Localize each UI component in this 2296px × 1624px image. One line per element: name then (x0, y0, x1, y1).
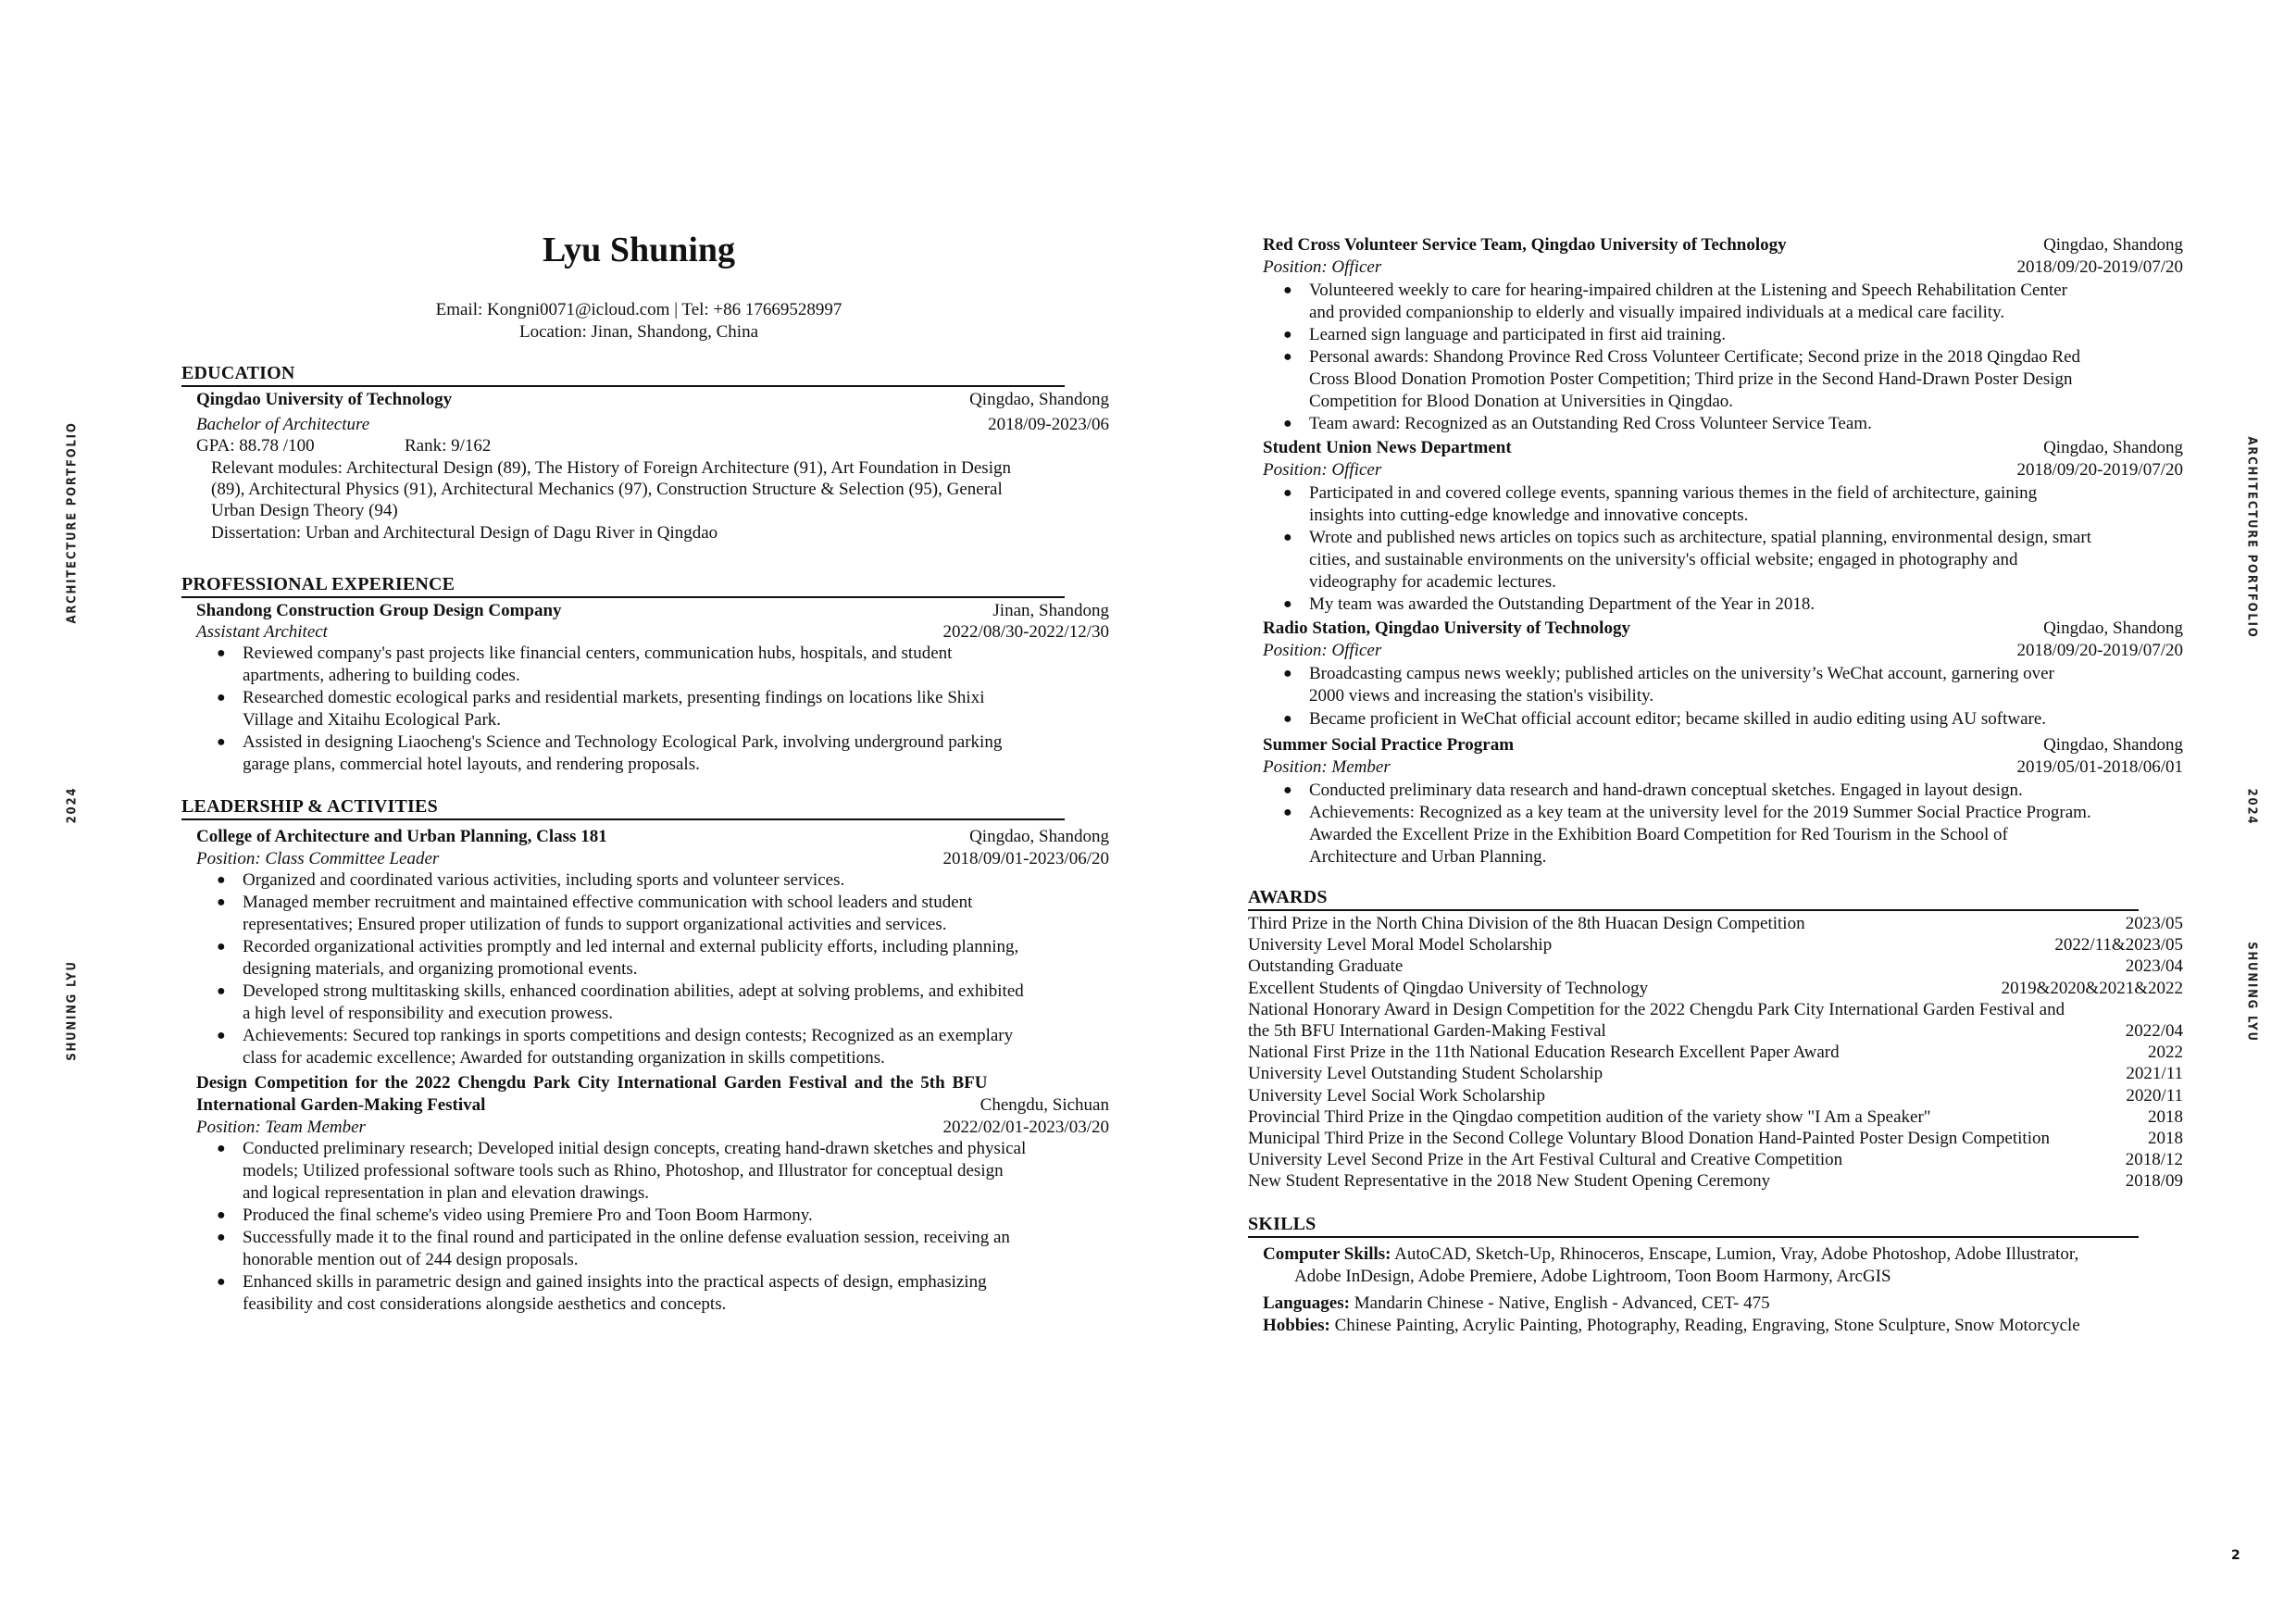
bullet-line: Village and Xitaihu Ecological Park. (243, 710, 502, 730)
activity-org: Student Union News Department (1263, 438, 1512, 457)
awards-title: AWARDS (1248, 887, 1328, 907)
bullet-line: representatives; Ensured proper utilization of funds to support organizational activities and services. (243, 915, 947, 934)
contact-line: Email: Kongni0071@icloud.com | Tel: +86 17669528997 (435, 300, 842, 319)
awards-rule (1248, 909, 2139, 911)
leadership-org1-role: Position: Class Committee Leader (196, 849, 440, 868)
activity-dates: 2018/09/20-2019/07/20 (2016, 641, 2183, 660)
activity-role: Position: Officer (1263, 641, 1382, 660)
activity-role: Position: Member (1263, 757, 1391, 777)
bullet-line: Organized and coordinated various activities, including sports and volunteer services. (243, 870, 845, 890)
award-date: 2021/11 (2126, 1064, 2183, 1083)
award-text: New Student Representative in the 2018 New Student Opening Ceremony (1248, 1171, 1771, 1191)
bullet-line: Broadcasting campus news weekly; published articles on the university’s WeChat account, garnering over (1309, 664, 2054, 683)
skills-hobbies-value: Chinese Painting, Acrylic Painting, Photography, Reading, Engraving, Stone Sculpture, Snow Motorcycle (1329, 1316, 2080, 1335)
award-text: National Honorary Award in Design Competition for the 2022 Chengdu Park City International Garden Festival and (1248, 1000, 2065, 1019)
award-date: 2018/09 (2125, 1171, 2183, 1191)
bullet-line: Became proficient in WeChat official account editor; became skilled in audio editing using AU software. (1309, 709, 2047, 729)
award-date: 2022/04 (2125, 1021, 2183, 1041)
activity-location: Qingdao, Shandong (2043, 618, 2183, 638)
bullet-line: designing materials, and organizing promotional events. (243, 959, 638, 979)
activity-org: Summer Social Practice Program (1263, 735, 1515, 755)
award-date: 2018 (2148, 1129, 2183, 1148)
award-date: 2019&2020&2021&2022 (2001, 979, 2183, 998)
professional-location: Jinan, Shandong (992, 601, 1109, 620)
skills-hobbies (1263, 1315, 2080, 1337)
side-label-author-right: SHUNING LYU (2244, 942, 2259, 1043)
location-line: Location: Jinan, Shandong, China (518, 322, 759, 342)
bullet-line: Team award: Recognized as an Outstanding Red Cross Volunteer Service Team. (1309, 414, 1872, 433)
activity-location: Qingdao, Shandong (2043, 735, 2183, 755)
skills-languages (1263, 1293, 1770, 1315)
award-text: National First Prize in the 11th National Education Research Excellent Paper Award (1248, 1043, 1840, 1062)
leadership-title: LEADERSHIP & ACTIVITIES (181, 796, 438, 817)
bullet-line: insights into cutting-edge knowledge and innovative concepts. (1309, 506, 1749, 525)
skills-hobbies-label: Hobbies: (1263, 1316, 1330, 1335)
activity-location: Qingdao, Shandong (2043, 235, 2183, 255)
activity-location: Qingdao, Shandong (2043, 438, 2183, 457)
bullet-line: Developed strong multitasking skills, enhanced coordination abilities, adept at solving problems, and exhibited (243, 981, 1024, 1001)
award-date: 2023/04 (2125, 956, 2183, 976)
bullet-line: models; Utilized professional software tools such as Rhino, Photoshop, and Illustrator for conceptual design (243, 1161, 1004, 1181)
skills-computer-value: AutoCAD, Sketch-Up, Rhinoceros, Enscape, Lumion, Vray, Adobe Photoshop, Adobe Illustrator, (1391, 1244, 2079, 1264)
education-modules-1: Relevant modules: Architectural Design (89), The History of Foreign Architecture (91), Art Foundation in Design (211, 458, 1011, 478)
bullet-line: Learned sign language and participated in first aid training. (1309, 325, 1727, 344)
skills-computer (1263, 1243, 2078, 1266)
bullet-line: Architecture and Urban Planning. (1309, 847, 1547, 867)
award-text: Outstanding Graduate (1248, 956, 1404, 976)
side-label-year-left: 2024 (65, 786, 80, 824)
resume-name: Lyu Shuning (542, 231, 736, 269)
skills-rule (1248, 1236, 2139, 1238)
bullet-line: My team was awarded the Outstanding Department of the Year in 2018. (1309, 594, 1816, 614)
education-modules-3: Urban Design Theory (94) (211, 501, 398, 520)
leadership-org1-dates: 2018/09/01-2023/06/20 (942, 849, 1109, 868)
professional-role: Assistant Architect (196, 622, 328, 642)
award-text: Excellent Students of Qingdao University of Technology (1248, 979, 1649, 998)
activity-role: Position: Officer (1263, 257, 1382, 277)
bullet-line: Recorded organizational activities promptly and led internal and external publicity efforts, including planning, (243, 937, 1019, 956)
award-date: 2022/11&2023/05 (2054, 935, 2183, 955)
bullet-line: 2000 views and increasing the station's visibility. (1309, 686, 1654, 706)
bullet-line: Competition for Blood Donation at Universities in Qingdao. (1309, 392, 1734, 411)
bullet-line: apartments, adhering to building codes. (243, 666, 520, 685)
award-text: Third Prize in the North China Division of the 8th Huacan Design Competition (1248, 914, 1805, 933)
bullet-line: class for academic excellence; Awarded for outstanding organization in skills competitions. (243, 1048, 885, 1068)
bullet-line: Reviewed company's past projects like financial centers, communication hubs, hospitals, and student (243, 643, 953, 663)
bullet-line: Assisted in designing Liaocheng's Science and Technology Ecological Park, involving underground parking (243, 732, 1003, 752)
award-date: 2022 (2148, 1043, 2183, 1062)
bullet-line: Wrote and published news articles on topics such as architecture, spatial planning, environmental design, smart (1309, 528, 2092, 547)
skills-title: SKILLS (1248, 1214, 1316, 1234)
bullet-line: videography for academic lectures. (1309, 572, 1556, 592)
bullet-line: Cross Blood Donation Promotion Poster Competition; Third prize in the Second Hand-Drawn Poster Design (1309, 369, 2073, 389)
bullet-line: Achievements: Secured top rankings in sports competitions and design contests; Recognized as an exemplary (243, 1026, 1014, 1045)
bullet-line: Successfully made it to the final round and participated in the online defense evaluation session, receiving an (243, 1228, 1010, 1247)
professional-org: Shandong Construction Group Design Company (196, 601, 562, 620)
skills-languages-value: Mandarin Chinese - Native, English - Advanced, CET- 475 (1349, 1293, 1770, 1313)
bullet-line: and logical representation in plan and elevation drawings. (243, 1183, 649, 1203)
leadership-org2-location: Chengdu, Sichuan (980, 1095, 1109, 1115)
award-text: University Level Moral Model Scholarship (1248, 935, 1553, 955)
side-label-portfolio-left: ARCHITECTURE PORTFOLIO (65, 421, 80, 624)
leadership-org1: College of Architecture and Urban Planning, Class 181 (196, 827, 607, 846)
side-label-year-right: 2024 (2244, 788, 2259, 826)
skills-languages-label: Languages: (1263, 1293, 1350, 1313)
bullet-line: garage plans, commercial hotel layouts, and rendering proposals. (243, 755, 700, 774)
award-text: University Level Outstanding Student Scholarship (1248, 1064, 1603, 1083)
award-date: 2018/12 (2125, 1150, 2183, 1169)
education-gpa: GPA: 88.78 /100 (196, 436, 315, 456)
skills-computer-line2: Adobe InDesign, Adobe Premiere, Adobe Lightroom, Toon Boom Harmony, ArcGIS (1294, 1267, 1891, 1286)
bullet-line: Conducted preliminary data research and hand-drawn conceptual sketches. Engaged in layout design. (1309, 781, 2023, 800)
award-text: University Level Second Prize in the Art Festival Cultural and Creative Competition (1248, 1150, 1843, 1169)
side-label-author-left: SHUNING LYU (65, 960, 80, 1061)
activity-dates: 2018/09/20-2019/07/20 (2016, 460, 2183, 480)
education-dissertation: Dissertation: Urban and Architectural Design of Dagu River in Qingdao (211, 523, 718, 543)
side-label-portfolio-right: ARCHITECTURE PORTFOLIO (2244, 436, 2259, 639)
education-rule (181, 385, 1065, 387)
bullet-line: Enhanced skills in parametric design and gained insights into the practical aspects of design, emphasizing (243, 1272, 987, 1292)
award-text: University Level Social Work Scholarship (1248, 1086, 1546, 1106)
education-title: EDUCATION (181, 363, 295, 383)
bullet-line: Managed member recruitment and maintained effective communication with school leaders and student (243, 893, 973, 912)
professional-rule (181, 596, 1065, 598)
leadership-org2-line2: International Garden-Making Festival (196, 1095, 486, 1115)
bullet-line: a high level of responsibility and execution prowess. (243, 1004, 613, 1023)
bullet-line: Conducted preliminary research; Developed initial design concepts, creating hand-drawn sketches and physical (243, 1139, 1027, 1158)
education-location: Qingdao, Shandong (969, 390, 1109, 409)
education-rank: Rank: 9/162 (405, 436, 492, 456)
page-number: 2 (2231, 1548, 2240, 1563)
bullet-line: Awarded the Excellent Prize in the Exhibition Board Competition for Red Tourism in the School of (1309, 825, 2008, 844)
bullet-line: Achievements: Recognized as a key team at the university level for the 2019 Summer Social Practice Program. (1309, 803, 2091, 822)
bullet-line: Personal awards: Shandong Province Red Cross Volunteer Certificate; Second prize in the 2018 Qingdao Red (1309, 347, 2081, 367)
activity-dates: 2019/05/01-2018/06/01 (2016, 757, 2183, 777)
bullet-line: Participated in and covered college events, spanning various themes in the field of architecture, gaining (1309, 483, 2038, 503)
education-school: Qingdao University of Technology (196, 390, 453, 409)
leadership-org2-dates: 2022/02/01-2023/03/20 (942, 1118, 1109, 1137)
activity-org: Radio Station, Qingdao University of Technology (1263, 618, 1630, 638)
leadership-rule (181, 818, 1065, 820)
activity-org: Red Cross Volunteer Service Team, Qingdao University of Technology (1263, 235, 1787, 255)
bullet-line: Produced the final scheme's video using Premiere Pro and Toon Boom Harmony. (243, 1206, 813, 1225)
bullet-line: and provided companionship to elderly and visually impaired individuals at a medical care facility. (1309, 303, 2005, 322)
award-text: Municipal Third Prize in the Second College Voluntary Blood Donation Hand-Painted Poster Design Competition (1248, 1129, 2050, 1148)
bullet-line: Researched domestic ecological parks and residential markets, presenting findings on locations like Shixi (243, 688, 985, 707)
award-text: Provincial Third Prize in the Qingdao competition audition of the variety show "I Am a Speaker" (1248, 1107, 1931, 1127)
education-dates: 2018/09-2023/06 (988, 415, 1109, 434)
activity-dates: 2018/09/20-2019/07/20 (2016, 257, 2183, 277)
award-date: 2018 (2148, 1107, 2183, 1127)
bullet-line: cities, and sustainable environments on the university's official website; engaged in photography and (1309, 550, 2018, 569)
leadership-org2-line1: Design Competition for the 2022 Chengdu Park City International Garden Festival and the 5th BFU (196, 1073, 988, 1093)
education-degree: Bachelor of Architecture (196, 415, 370, 434)
professional-title: PROFESSIONAL EXPERIENCE (181, 574, 455, 594)
leadership-org2-role: Position: Team Member (196, 1118, 366, 1137)
award-date: 2020/11 (2126, 1086, 2183, 1106)
leadership-org1-location: Qingdao, Shandong (969, 827, 1109, 846)
award-text: the 5th BFU International Garden-Making Festival (1248, 1021, 1606, 1041)
award-date: 2023/05 (2125, 914, 2183, 933)
activity-role: Position: Officer (1263, 460, 1382, 480)
bullet-line: honorable mention out of 244 design proposals. (243, 1250, 579, 1269)
professional-dates: 2022/08/30-2022/12/30 (942, 622, 1109, 642)
bullet-line: Volunteered weekly to care for hearing-impaired children at the Listening and Speech Rehabilitation Center (1309, 281, 2067, 300)
bullet-line: feasibility and cost considerations alongside aesthetics and concepts. (243, 1294, 727, 1314)
education-modules-2: (89), Architectural Physics (91), Architectural Mechanics (97), Construction Structure & Selection (95), General (211, 480, 1003, 499)
skills-computer-label: Computer Skills: (1263, 1244, 1391, 1264)
